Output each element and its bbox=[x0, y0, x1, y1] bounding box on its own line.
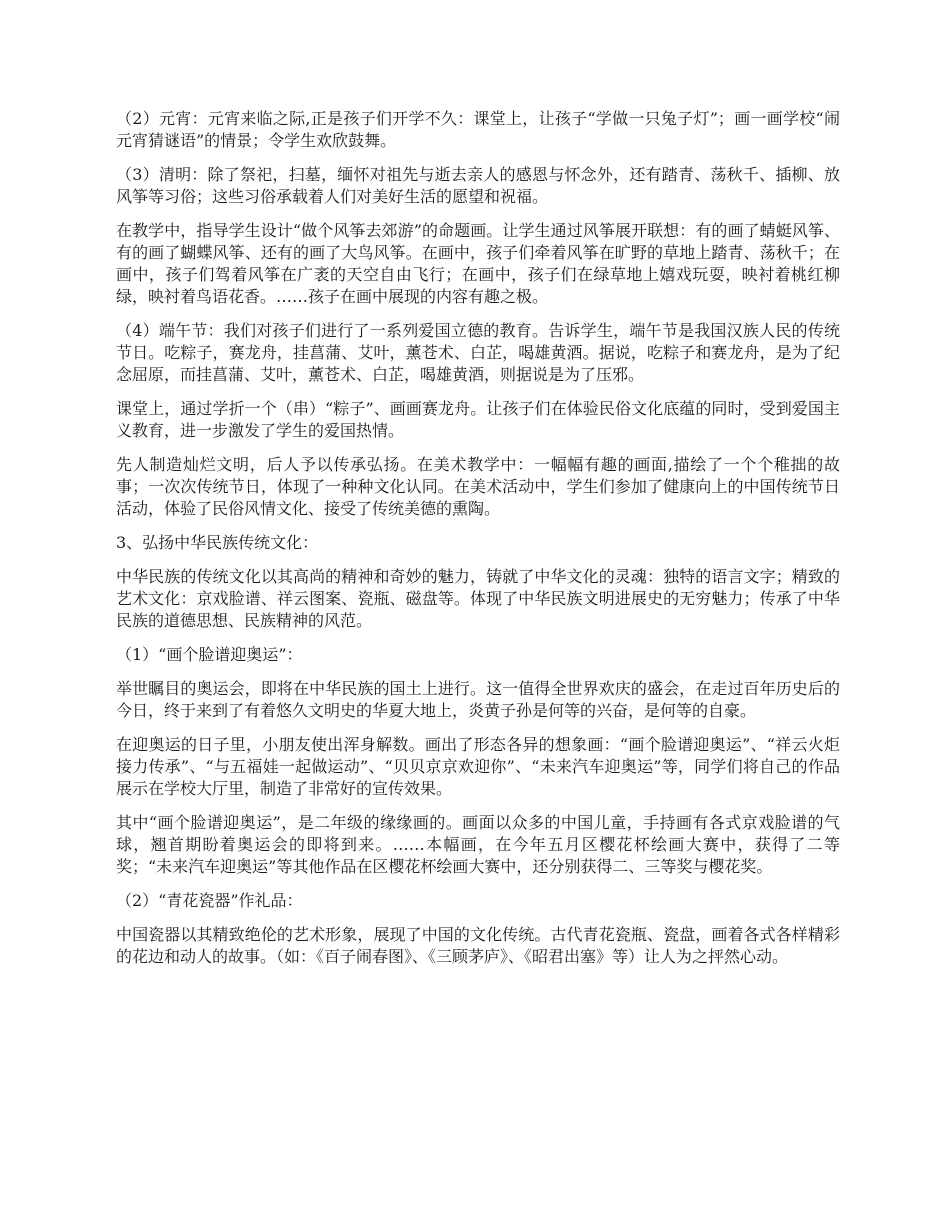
paragraph-traditional-culture: 中华民族的传统文化以其高尚的精神和奇妙的魅力，铸就了中华文化的灵魂：独特的语言文字；精致的艺术文化：京戏脸谱、祥云图案、瓷瓶、磁盘等。体现了中华民族文明进展史的无穷魅力；传承了中华民族的道德思想、民族精神的风范。 bbox=[116, 567, 840, 630]
paragraph-porcelain: 中国瓷器以其精致绝伦的艺术形象，展现了中国的文化传统。古代青花瓷瓶、瓷盘，画着各式各样精彩的花边和动人的故事。（如：《百子闹春图》、《三顾茅庐》、《昭君出塞》等）让人为之抨然心动。 bbox=[116, 925, 840, 966]
paragraph-heritage: 先人制造灿烂文明，后人予以传承弘扬。在美术教学中：一幅幅有趣的画面,描绘了一个个稚拙的故事；一次次传统节日，体现了一种种文化认同。在美术活动中，学生们参加了健康向上的中国传统节日活动，体验了民俗风情文化、接受了传统美德的熏陶。 bbox=[116, 455, 840, 518]
paragraph-olympic-drawings: 在迎奥运的日子里，小朋友使出浑身解数。画出了形态各异的想象画：“画个脸谱迎奥运”、“祥云火炬接力传承”、“与五福娃一起做运动”、“贝贝京京欢迎你”、“未来汽车迎奥运”等，同学们将自己的作品展示在学校大厅里，制造了非常好的宣传效果。 bbox=[116, 735, 840, 798]
section-heading-3: 3、弘扬中华民族传统文化： bbox=[116, 533, 319, 552]
paragraph-kite-drawing: 在教学中，指导学生设计“做个风筝去郊游”的命题画。让学生通过风筝展开联想：有的画了蜻蜓风筝、有的画了蝴蝶风筝、还有的画了大鸟风筝。在画中，孩子们牵着风筝在旷野的草地上踏青、荡秋千；在画中，孩子们驾着风筝在广袤的天空自由飞行；在画中，孩子们在绿草地上嬉戏玩耍，映衬着桃红柳绿，映衬着鸟语花香。……孩子在画中展现的内容有趣之极。 bbox=[116, 221, 840, 306]
paragraph-zongzi-class: 课堂上，通过学折一个（串）“粽子”、画画赛龙舟。让孩子们在体验民俗文化底蕴的同时，受到爱国主义教育，进一步激发了学生的爱国热情。 bbox=[116, 399, 840, 440]
paragraph-olympics: 举世瞩目的奥运会，即将在中华民族的国土上进行。这一值得全世界欢庆的盛会，在走过百年历史后的今日，终于来到了有着悠久文明史的华夏大地上，炎黄子孙是何等的兴奋，是何等的自豪。 bbox=[116, 679, 840, 720]
paragraph-award: 其中“画个脸谱迎奥运”，是二年级的缘缘画的。画面以众多的中国儿童，手持画有各式京戏脸谱的气球，翘首期盼着奥运会的即将到来。……本幅画，在今年五月区樱花杯绘画大赛中，获得了二等奖；“未来汽车迎奥运”等其他作品在区樱花杯绘画大赛中，还分别获得二、三等奖与樱花奖。 bbox=[116, 813, 840, 876]
subheading-facial-mask: （1）“画个脸谱迎奥运”： bbox=[116, 645, 303, 664]
paragraph-lantern-festival: （2）元宵：元宵来临之际,正是孩子们开学不久：课堂上，让孩子“学做一只兔子灯”；画一画学校“闹元宵猜谜语”的情景；令学生欢欣鼓舞。 bbox=[116, 109, 840, 150]
subheading-porcelain: （2）“青花瓷器”作礼品： bbox=[116, 891, 303, 910]
document-body bbox=[116, 108, 840, 980]
paragraph-dragon-boat: （4）端午节：我们对孩子们进行了一系列爱国立德的教育。告诉学生，端午节是我国汉族人民的传统节日。吃粽子，赛龙舟，挂菖蒲、艾叶，薰苍术、白芷，喝雄黄酒。据说，吃粽子和赛龙舟，是为了纪念屈原，而挂菖蒲、艾叶，薰苍术、白芷，喝雄黄酒，则据说是为了压邪。 bbox=[116, 321, 840, 384]
paragraph-qingming: （3）清明：除了祭祀，扫墓，缅怀对祖先与逝去亲人的感恩与怀念外，还有踏青、荡秋千、插柳、放风筝等习俗；这些习俗承载着人们对美好生活的愿望和祝福。 bbox=[116, 165, 840, 206]
